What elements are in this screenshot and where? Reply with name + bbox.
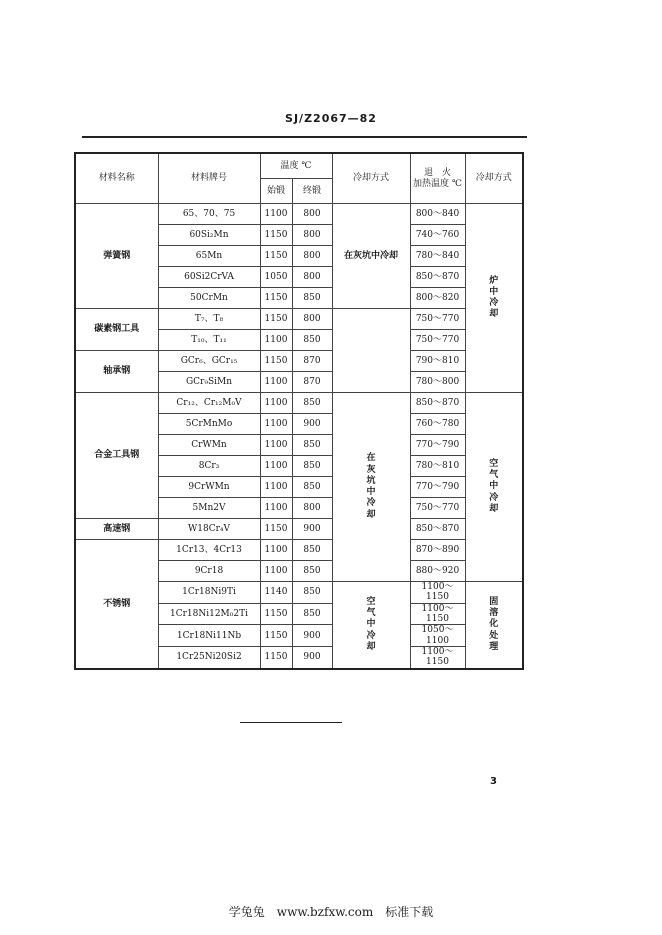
start-forging-cell: 1100: [260, 456, 292, 477]
start-forging-cell: 1150: [260, 246, 292, 267]
start-forging-cell: 1150: [260, 309, 292, 330]
anneal-cell: 880～920: [410, 561, 465, 582]
anneal-cell: 1050～1100: [410, 625, 465, 647]
header-end-forging: 终锻: [292, 179, 332, 204]
end-forging-cell: 850: [292, 561, 332, 582]
footer-watermark: 学兔兔 www.bzfxw.com 标准下载: [228, 905, 434, 919]
end-forging-cell: 900: [292, 625, 332, 647]
anneal-cell: 1100～1150: [410, 603, 465, 625]
anneal-cell: 750～770: [410, 498, 465, 519]
cooling-air-vertical-2: 空气中冷却: [465, 393, 523, 582]
grade-cell: 1Cr25Ni20Si2: [158, 647, 260, 669]
start-forging-cell: 1100: [260, 393, 292, 414]
anneal-cell: 800～820: [410, 288, 465, 309]
end-forging-cell: 870: [292, 351, 332, 372]
table-row: [75, 204, 523, 225]
end-forging-cell: 800: [292, 498, 332, 519]
anneal-cell: 850～870: [410, 519, 465, 540]
grade-cell: GCr₆、GCr₁₅: [158, 351, 260, 372]
start-forging-cell: 1150: [260, 625, 292, 647]
anneal-cell: 780～840: [410, 246, 465, 267]
end-forging-cell: 850: [292, 477, 332, 498]
cooling-air-vertical: 空气中冷却: [332, 582, 410, 669]
grade-cell: T₇、T₈: [158, 309, 260, 330]
grade-cell: GCr₉SiMn: [158, 372, 260, 393]
start-forging-cell: 1100: [260, 435, 292, 456]
end-forging-cell: 850: [292, 603, 332, 625]
anneal-cell: 790～810: [410, 351, 465, 372]
cooling-ash-pit-vertical: 在灰坑中冷却: [332, 393, 410, 582]
table-row: [75, 540, 523, 561]
page-number: 3: [490, 776, 497, 787]
start-forging-cell: 1100: [260, 540, 292, 561]
start-forging-cell: 1150: [260, 647, 292, 669]
end-forging-cell: 850: [292, 540, 332, 561]
table-row: [75, 519, 523, 540]
anneal-cell: 870～890: [410, 540, 465, 561]
start-forging-cell: 1100: [260, 372, 292, 393]
header-temperature: 温度 ℃: [260, 153, 332, 179]
group-stainless-steel: 不锈钢: [75, 540, 158, 669]
anneal-cell: 760～780: [410, 414, 465, 435]
anneal-cell: 740～760: [410, 225, 465, 246]
anneal-cell: 850～870: [410, 267, 465, 288]
group-spring-steel: 弹簧钢: [75, 204, 158, 309]
header-annealing: [410, 153, 465, 204]
grade-cell: 1Cr18Ni11Nb: [158, 625, 260, 647]
start-forging-cell: 1100: [260, 477, 292, 498]
grade-cell: 60Si₂Mn: [158, 225, 260, 246]
start-forging-cell: 1150: [260, 603, 292, 625]
grade-cell: 5CrMnMo: [158, 414, 260, 435]
end-forging-cell: 850: [292, 393, 332, 414]
anneal-cell: 750～770: [410, 330, 465, 351]
end-forging-cell: 800: [292, 267, 332, 288]
end-forging-cell: 900: [292, 519, 332, 540]
grade-cell: 1Cr13、4Cr13: [158, 540, 260, 561]
header-start-forging: 始锻: [260, 179, 292, 204]
end-forging-cell: 800: [292, 246, 332, 267]
header-annealing-line2: 加热温度 ℃: [413, 178, 462, 189]
grade-cell: T₁₀、T₁₁: [158, 330, 260, 351]
anneal-cell: 770～790: [410, 477, 465, 498]
grade-cell: W18Cr₄V: [158, 519, 260, 540]
cooling-empty: [332, 309, 410, 393]
table-row: [75, 309, 523, 330]
anneal-cell: 780～800: [410, 372, 465, 393]
anneal-cell: 780～810: [410, 456, 465, 477]
table-row: [75, 351, 523, 372]
start-forging-cell: 1100: [260, 561, 292, 582]
table-row: [75, 393, 523, 414]
end-forging-cell: 850: [292, 582, 332, 604]
grade-cell: 9CrWMn: [158, 477, 260, 498]
end-forging-cell: 850: [292, 288, 332, 309]
grade-cell: 1Cr18Ni9Ti: [158, 582, 260, 604]
cooling-furnace: 炉中冷却: [465, 204, 523, 393]
start-forging-cell: 1100: [260, 330, 292, 351]
header-material-name: 材料名称: [75, 153, 158, 204]
end-forging-cell: 800: [292, 204, 332, 225]
anneal-cell: 800～840: [410, 204, 465, 225]
anneal-cell: 750～770: [410, 309, 465, 330]
grade-cell: 9Cr18: [158, 561, 260, 582]
end-forging-cell: 850: [292, 435, 332, 456]
start-forging-cell: 1100: [260, 498, 292, 519]
group-high-speed-steel: 高速钢: [75, 519, 158, 540]
grade-cell: 60Si2CrVA: [158, 267, 260, 288]
end-forging-cell: 870: [292, 372, 332, 393]
header-cooling-method-2: 冷却方式: [465, 153, 523, 204]
anneal-cell: 1100～1150: [410, 582, 465, 604]
grade-cell: Cr₁₂、Cr₁₂M₀V: [158, 393, 260, 414]
cooling-solution-treatment: 固溶化处理: [465, 582, 523, 669]
header-rule: [82, 136, 527, 138]
grade-cell: 65Mn: [158, 246, 260, 267]
grade-cell: CrWMn: [158, 435, 260, 456]
anneal-cell: 770～790: [410, 435, 465, 456]
header-material-grade: 材料牌号: [158, 153, 260, 204]
group-bearing-steel: 轴承钢: [75, 351, 158, 393]
end-forging-cell: 850: [292, 456, 332, 477]
start-forging-cell: 1050: [260, 267, 292, 288]
anneal-cell: 850～870: [410, 393, 465, 414]
grade-cell: 65、70、75: [158, 204, 260, 225]
bottom-rule: [240, 722, 342, 723]
start-forging-cell: 1150: [260, 288, 292, 309]
end-forging-cell: 900: [292, 647, 332, 669]
anneal-cell: 1100～1150: [410, 647, 465, 669]
end-forging-cell: 850: [292, 330, 332, 351]
start-forging-cell: 1150: [260, 519, 292, 540]
start-forging-cell: 1100: [260, 414, 292, 435]
start-forging-cell: 1150: [260, 225, 292, 246]
start-forging-cell: 1150: [260, 351, 292, 372]
grade-cell: 1Cr18Ni12M₀2Ti: [158, 603, 260, 625]
header-cooling-method: 冷却方式: [332, 153, 410, 204]
end-forging-cell: 800: [292, 225, 332, 246]
cooling-ash-pit: 在灰坑中冷却: [332, 204, 410, 309]
group-alloy-tool-steel: 合金工具钢: [75, 393, 158, 519]
header-annealing-line1: 退 火: [423, 168, 451, 179]
grade-cell: 50CrMn: [158, 288, 260, 309]
grade-cell: 5Mn2V: [158, 498, 260, 519]
grade-cell: 8Cr₃: [158, 456, 260, 477]
start-forging-cell: 1100: [260, 204, 292, 225]
forging-annealing-table: [74, 152, 524, 670]
end-forging-cell: 900: [292, 414, 332, 435]
group-carbon-tool-steel: 碳素钢工具: [75, 309, 158, 351]
end-forging-cell: 800: [292, 309, 332, 330]
start-forging-cell: 1140: [260, 582, 292, 604]
document-code: SJ/Z2067—82: [285, 112, 377, 125]
